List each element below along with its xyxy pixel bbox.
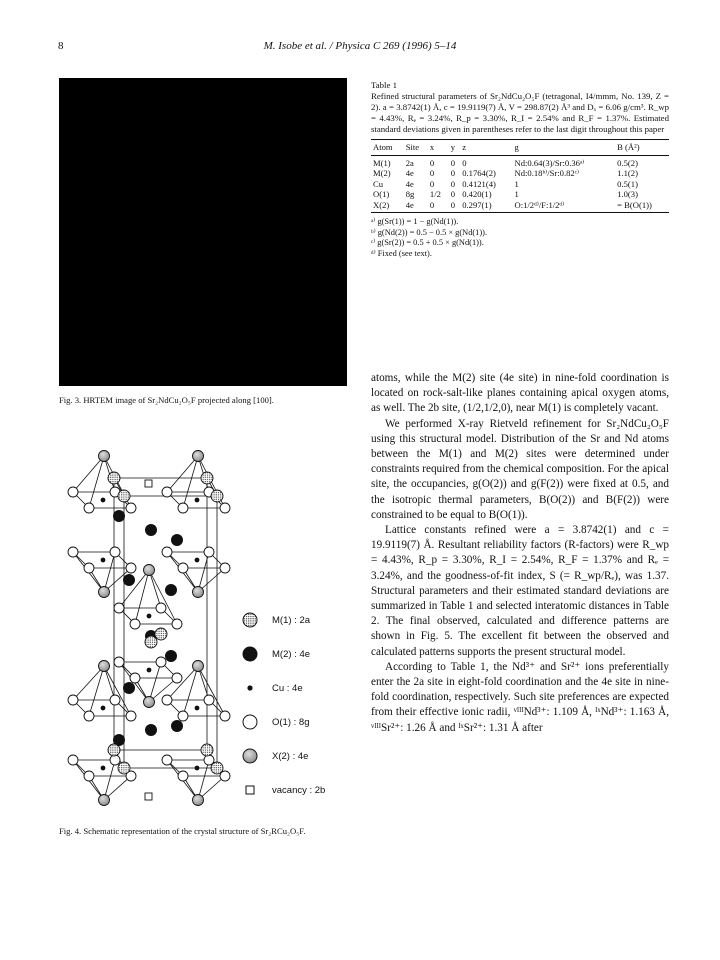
column-header: x (429, 142, 435, 152)
black-circle-icon (238, 644, 262, 664)
shaded-circle-icon (238, 746, 262, 766)
cell: M(2) (373, 168, 391, 178)
table-caption: Refined structural parameters of Sr₂NdCu₂O₅F (tetragonal, I4/mmm, No. 139, Z = 2). a = 3.8742(1) Å, c = 19.9119(7) Å, V = 298.87(2) Å³ and Dₓ = 6.06 g/cm³. R_wp = 4.43%, Rₑ = 3.24%, R_p = 3.30%, R_I = 2.54% and R_F = 1.37%. Estimated standard deviations given in parentheses refer to the last digit throughout this paper (371, 91, 669, 134)
cell: Cu (373, 178, 384, 189)
column-header: y (450, 142, 455, 152)
cell: 0.5(2) (617, 157, 638, 168)
cell: Nd:0.64(3)/Sr:0.36ᵃ⁾ (514, 157, 585, 168)
cell: 0.297(1) (462, 199, 492, 210)
table1-block (371, 80, 669, 259)
body-text (371, 371, 669, 736)
cell: 4e (405, 199, 414, 210)
column-header: Atom (373, 142, 393, 152)
cell: 1.0(3) (617, 189, 638, 199)
table-row (371, 200, 669, 213)
page-number: 8 (58, 40, 64, 52)
page-header (0, 40, 720, 60)
table-row (371, 168, 669, 179)
cell: Nd:0.18ᵇ⁾/Sr:0.82ᶜ⁾ (514, 168, 579, 178)
cell: O(1) (373, 189, 390, 199)
footnote: ᶜ⁾ g(Sr(2)) = 0.5 + 0.5 × g(Nd(1)). (371, 238, 484, 247)
table-footnotes (371, 217, 669, 259)
paragraph: According to Table 1, the Nd³⁺ and Sr²⁺ ions preferentially enter the 2a site in eight-fold coordination and the 4e site in nine-fold coordination, respectively. Such site preferences are expected from their effective ionic radii, ᵛᴵᴵᴵNd³⁺: 1.109 Å, ᴵˣNd³⁺: 1.163 Å, ᵛᴵᴵᴵSr²⁺: 1.26 Å and ᴵˣSr²⁺: 1.31 Å after (371, 660, 669, 734)
legend-item-vacancy: vacancy : 2b (238, 780, 325, 800)
cell: 1 (514, 178, 519, 189)
cell: 0 (429, 157, 435, 168)
cell: 0 (429, 199, 435, 210)
column-header: z (462, 142, 467, 152)
cell: 0.1764(2) (462, 168, 496, 178)
legend-item-x2: X(2) : 4e (238, 746, 308, 766)
cell: X(2) (373, 199, 390, 210)
cell: 0 (450, 157, 455, 168)
column-header: g (514, 142, 519, 152)
cell: 0 (429, 178, 435, 189)
footnote: ᵇ⁾ g(Nd(2)) = 0.5 − 0.5 × g(Nd(1)). (371, 227, 488, 237)
crystal-structure-diagram (59, 430, 249, 822)
paragraph: Lattice constants refined were a = 3.8742(1) and c = 19.9119(7) Å. Resultant reliability factors (R-factors) were R_wp = 4.43%, R_p = 3.30%, R_I = 2.54%, R_F = 1.37% and Rₑ = 3.24%, and the goodness-of-fit index, S (= R_wp/Rₑ), was 1.37. Structural parameters and their estimated standard deviations are summarized in Table 1 and selected interatomic distances in Table 2. The final observed, calculated and difference patterns are shown in Fig. 5. The excellent fit between the observed and calculated patterns supports the present structural model. (371, 524, 669, 658)
paragraph: atoms, while the M(2) site (4e site) in nine-fold coordination is located on rock-salt-like planes containing apical oxygen atoms, as well. The 2b site, (1/2,1/2,0), near M(1) is completely vacant. (371, 372, 669, 415)
column-header: Site (405, 142, 420, 152)
dotted-circle-icon (238, 610, 262, 630)
legend-item-cu: Cu : 4e (238, 678, 303, 698)
footnote: ᵃ⁾ g(Sr(1)) = 1 − g(Nd(1)). (371, 217, 459, 226)
cell: 0 (462, 157, 467, 168)
cell: 4e (405, 168, 414, 178)
footnote: ᵈ⁾ Fixed (see text). (371, 248, 432, 258)
cell: 0 (450, 199, 455, 210)
cell: 2a (405, 157, 414, 168)
legend-item-m1: M(1) : 2a (238, 610, 310, 630)
cell: 4e (405, 178, 414, 189)
cell: 1/2 (429, 189, 441, 199)
cell: 0 (450, 189, 455, 199)
cell: M(1) (373, 157, 391, 168)
paragraph: We performed X-ray Rietveld refinement for Sr₂NdCu₂O₅F using this structural model. Distribution of the Sr and Nd atoms between the M(1) and M(2) sites were determined under constraints required from the chemical composition. For the apical site, the occupancies, g(O(2)) and g(F(2)) were fixed at 0.5, and the isotropic thermal parameters, B(O(2)) and B(F(2)) were constrained to be equal to B(O(1)). (371, 417, 669, 521)
table-row (371, 179, 669, 190)
structural-parameters-table (371, 139, 669, 213)
cell: 0 (429, 168, 435, 178)
small-dot-icon (238, 678, 262, 698)
cell: 1 (514, 189, 519, 199)
cell: 8g (405, 189, 415, 199)
figure4-caption: Fig. 4. Schematic representation of the crystal structure of Sr₂RCu₂O₅F. (59, 826, 306, 836)
cell: 0 (450, 168, 455, 178)
cell: 0.4121(4) (462, 178, 496, 189)
cell: 1.1(2) (617, 168, 638, 178)
table-row (371, 155, 669, 168)
cell: 0.5(1) (617, 178, 638, 189)
running-head: M. Isobe et al. / Physica C 269 (1996) 5–14 (263, 40, 457, 52)
open-square-icon (238, 780, 262, 800)
hrtem-image (59, 78, 347, 386)
cell: 0.420(1) (462, 189, 492, 199)
cell: 0 (450, 178, 455, 189)
legend-item-m2: M(2) : 4e (238, 644, 310, 664)
cell: = B(O(1)) (617, 199, 652, 210)
legend-item-o1: O(1) : 8g (238, 712, 310, 732)
table-title: Table 1 (371, 80, 398, 90)
table-row (371, 189, 669, 200)
open-circle-icon (238, 712, 262, 732)
table-header-row (371, 140, 669, 156)
column-header: B (Å²) (617, 142, 640, 152)
figure3-caption: Fig. 3. HRTEM image of Sr₂NdCu₂O₅F projected along [100]. (59, 395, 274, 405)
cell: O:1/2ᵈ⁾/F:1/2ᵈ⁾ (514, 199, 565, 210)
